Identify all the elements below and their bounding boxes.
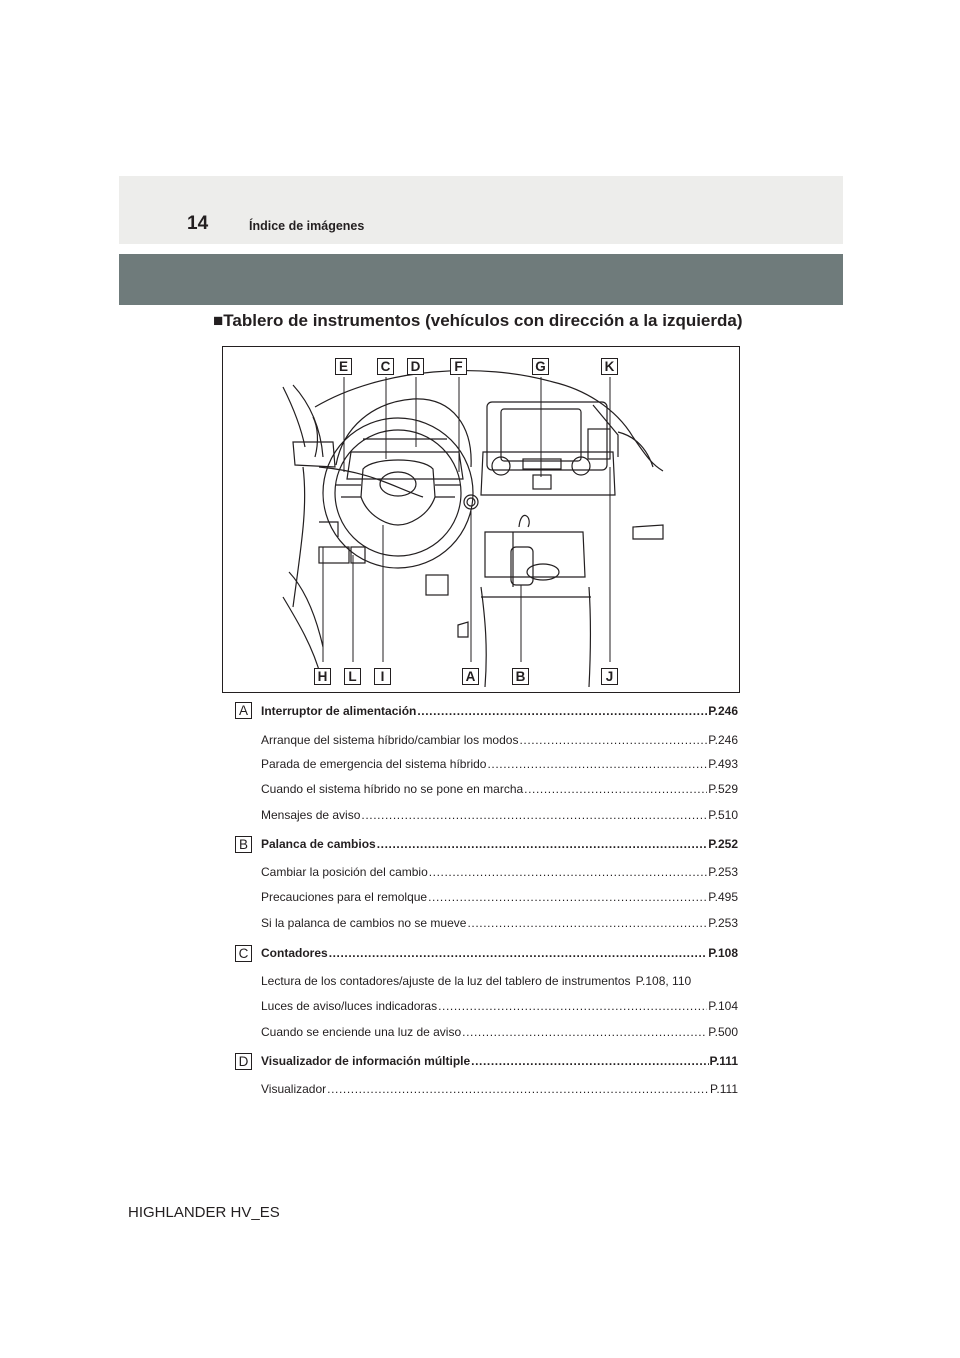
label-h: H [314,668,331,685]
index-entry-sub[interactable] [261,890,738,906]
entry-label: Contadores [261,946,328,960]
index-entry-sub[interactable] [261,916,738,932]
page-ref[interactable]: P.111 [709,1082,738,1096]
entry-label: Si la palanca de cambios no se mueve [261,916,467,930]
index-entry-sub[interactable] [261,974,738,990]
page-ref[interactable]: P.104 [708,999,738,1013]
entry-label: Cuando se enciende una luz de aviso [261,1025,462,1039]
label-l: L [344,668,361,685]
page-ref[interactable]: P.252 [708,837,738,851]
label-a: A [462,668,479,685]
page-ref[interactable]: P.253 [708,916,738,930]
dot-leader [329,946,708,960]
dot-leader [462,1025,707,1039]
page-ref[interactable]: P.529 [708,782,738,796]
footer-model: HIGHLANDER HV_ES [128,1204,280,1221]
dot-leader [377,837,707,851]
dashboard-illustration [223,347,739,692]
dot-leader [524,782,707,796]
page-ref[interactable]: P.111 [709,1054,738,1068]
index-entry-main[interactable] [261,837,738,853]
dot-leader [467,916,707,930]
page-ref[interactable]: P.246 [708,733,738,747]
dot-leader [361,808,707,822]
index-entry-main[interactable] [261,1054,738,1070]
entry-label: Interruptor de alimentación [261,704,417,718]
entry-label: Visualizador de información múltiple [261,1054,471,1068]
index-entry-sub[interactable] [261,733,738,749]
index-entry-sub[interactable] [261,1025,738,1041]
dot-leader [417,704,707,718]
page-ref[interactable]: P.493 [708,757,738,771]
dot-leader [428,890,707,904]
index-entry-sub[interactable] [261,999,738,1015]
entry-letter-c: C [235,945,252,962]
page-number: 14 [187,213,209,234]
page-ref[interactable]: P.108 [708,946,738,960]
header-band [119,176,843,244]
entry-label: Arranque del sistema híbrido/cambiar los modos [261,733,519,747]
label-e: E [335,358,352,375]
section-title: ■Tablero de instrumentos (vehículos con dirección a la izquierda) [213,311,743,330]
dot-leader [471,1054,708,1068]
header-bar [119,254,843,305]
dot-leader [519,733,707,747]
page-ref[interactable]: P.500 [708,1025,738,1039]
index-entry-main[interactable] [261,946,738,962]
label-k: K [601,358,618,375]
entry-letter-a: A [235,702,252,719]
page-ref[interactable]: P.253 [708,865,738,879]
dot-leader [438,999,707,1013]
entry-label: Precauciones para el remolque [261,890,428,904]
entry-label: Luces de aviso/luces indicadoras [261,999,438,1013]
dot-leader [429,865,707,879]
label-i: I [374,668,391,685]
index-entry-sub[interactable] [261,757,738,773]
entry-label: Palanca de cambios [261,837,376,851]
page-ref[interactable]: P.246 [708,704,738,718]
page-ref[interactable]: P.495 [708,890,738,904]
entry-letter-b: B [235,836,252,853]
index-entry-sub[interactable] [261,808,738,824]
label-d: D [407,358,424,375]
entry-letter-d: D [235,1053,252,1070]
page-ref[interactable]: P.510 [708,808,738,822]
index-entry-sub[interactable] [261,782,738,798]
entry-label: Parada de emergencia del sistema híbrido [261,757,487,771]
label-f: F [450,358,467,375]
index-entry-sub[interactable] [261,865,738,881]
chapter-title: Índice de imágenes [249,219,365,233]
dot-leader [487,757,707,771]
label-g: G [532,358,549,375]
label-j: J [601,668,618,685]
page-ref[interactable]: P.108, 110 [635,974,692,988]
label-b: B [512,668,529,685]
entry-label: Visualizador [261,1082,327,1096]
index-entry-main[interactable] [261,704,738,720]
entry-label: Cambiar la posición del cambio [261,865,428,879]
dashboard-figure [222,346,740,693]
entry-label: Lectura de los contadores/ajuste de la luz del tablero de instrumentos [261,974,631,988]
entry-label: Cuando el sistema híbrido no se pone en marcha [261,782,524,796]
index-entry-sub[interactable] [261,1082,738,1098]
label-c: C [377,358,394,375]
dot-leader [327,1082,709,1096]
entry-label: Mensajes de aviso [261,808,361,822]
